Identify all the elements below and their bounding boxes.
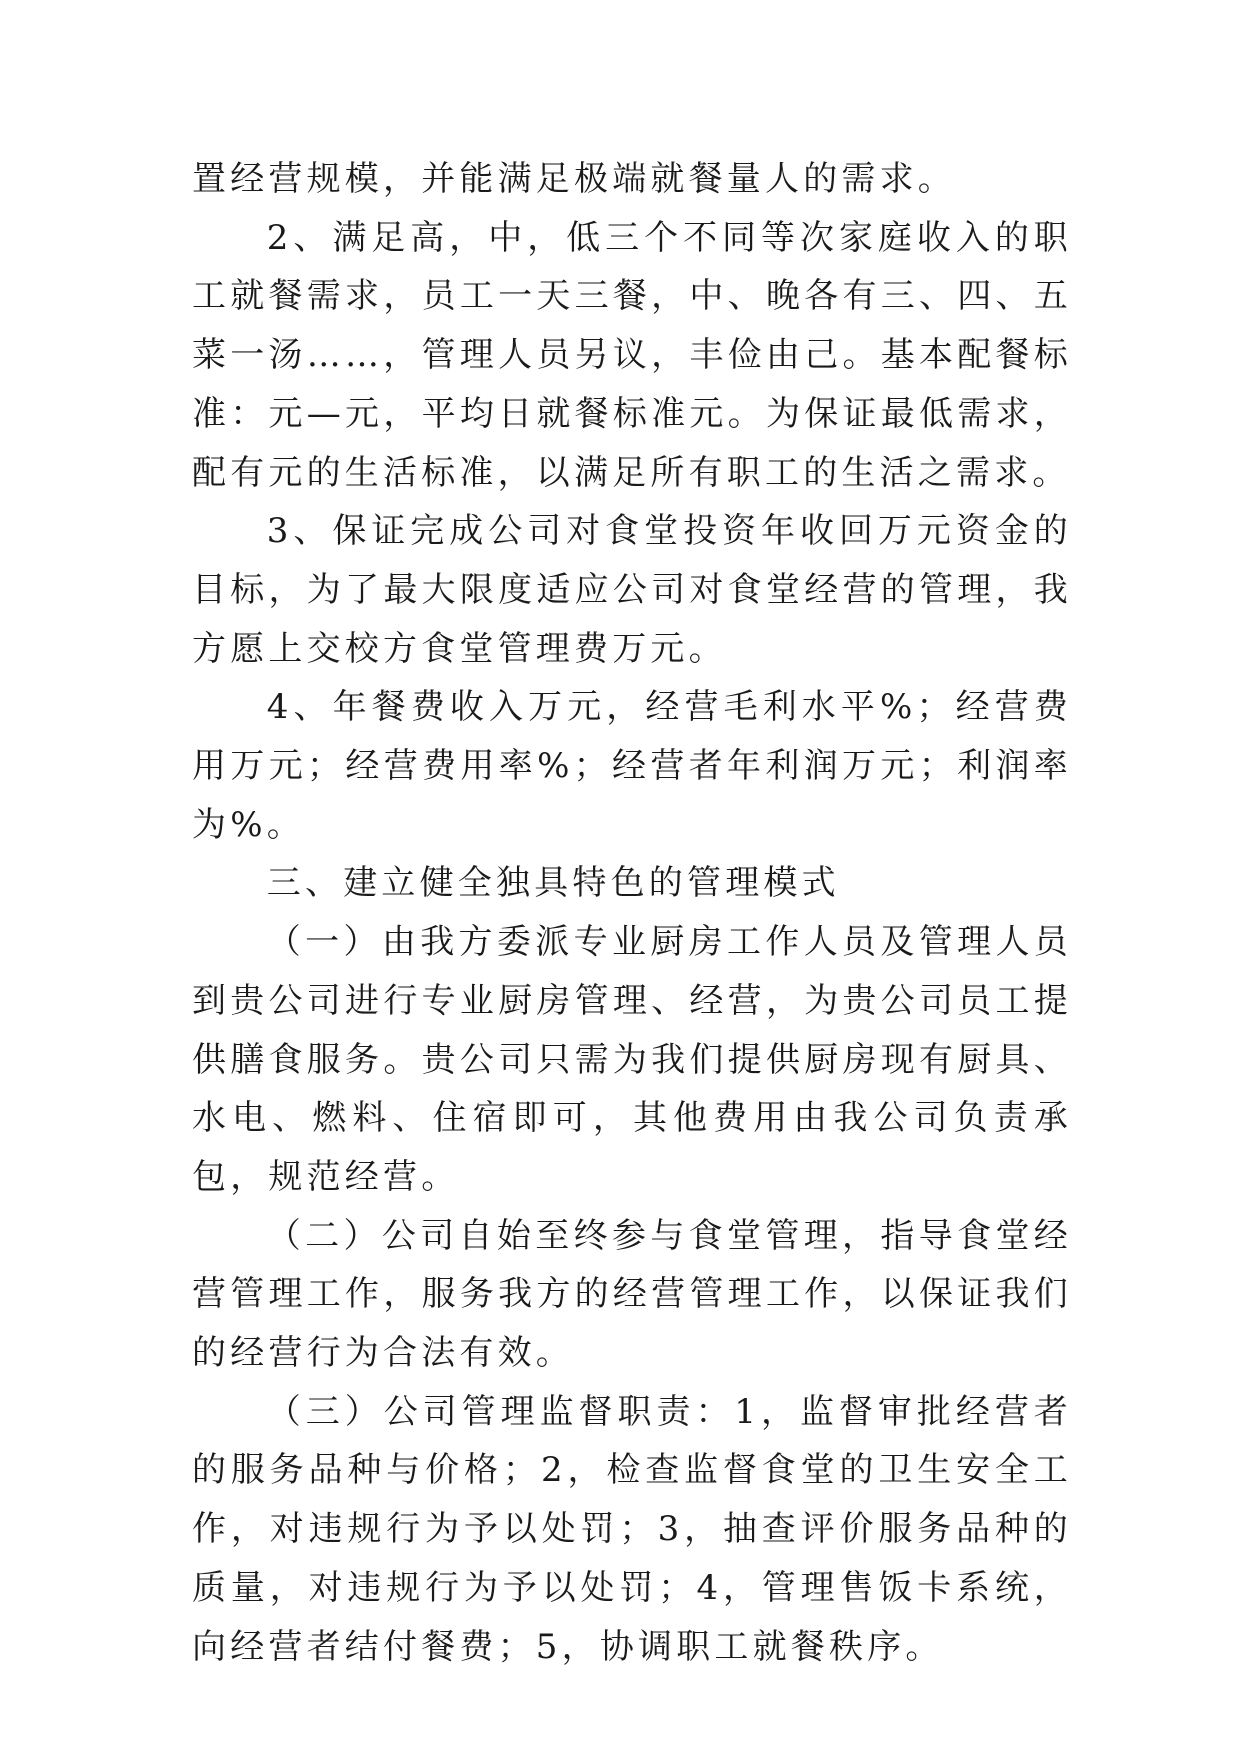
paragraph: 4、年餐费收入万元，经营毛利水平%；经营费用万元；经营费用率%；经营者年利润万元；利润率为%。 [192,687,1072,845]
paragraph: 3、保证完成公司对食堂投资年收回万元资金的目标，为了最大限度适应公司对食堂经营的管理，我方愿上交校方食堂管理费万元。 [192,511,1072,669]
paragraph: 置经营规模，并能满足极端就餐量人的需求。 [192,159,956,199]
document-body [192,150,1072,1676]
section-heading: 三、建立健全独具特色的管理模式 [266,863,840,904]
paragraph: （三）公司管理监督职责：1，监督审批经营者的服务品种与价格；2，检查监督食堂的卫生安全工作，对违规行为予以处罚；3，抽查评价服务品种的质量，对违规行为予以处罚；4，管理售饭卡系统，向经营者结付餐费；5，协调职工就餐秩序。 [192,1391,1072,1667]
paragraph: （一）由我方委派专业厨房工作人员及管理人员到贵公司进行专业厨房管理、经营，为贵公司员工提供膳食服务。贵公司只需为我们提供厨房现有厨具、水电、燃料、住宿即可，其他费用由我公司负责承包，规范经营。 [192,922,1072,1197]
paragraph: 2、满足高，中，低三个不同等次家庭收入的职工就餐需求，员工一天三餐，中、晚各有三、四、五菜一汤……，管理人员另议，丰俭由己。基本配餐标准：元—元，平均日就餐标准元。为保证最低需求，配有元的生活标准，以满足所有职工的生活之需求。 [192,217,1072,493]
paragraph: （二）公司自始至终参与食堂管理，指导食堂经营管理工作，服务我方的经营管理工作，以保证我们的经营行为合法有效。 [192,1215,1072,1374]
